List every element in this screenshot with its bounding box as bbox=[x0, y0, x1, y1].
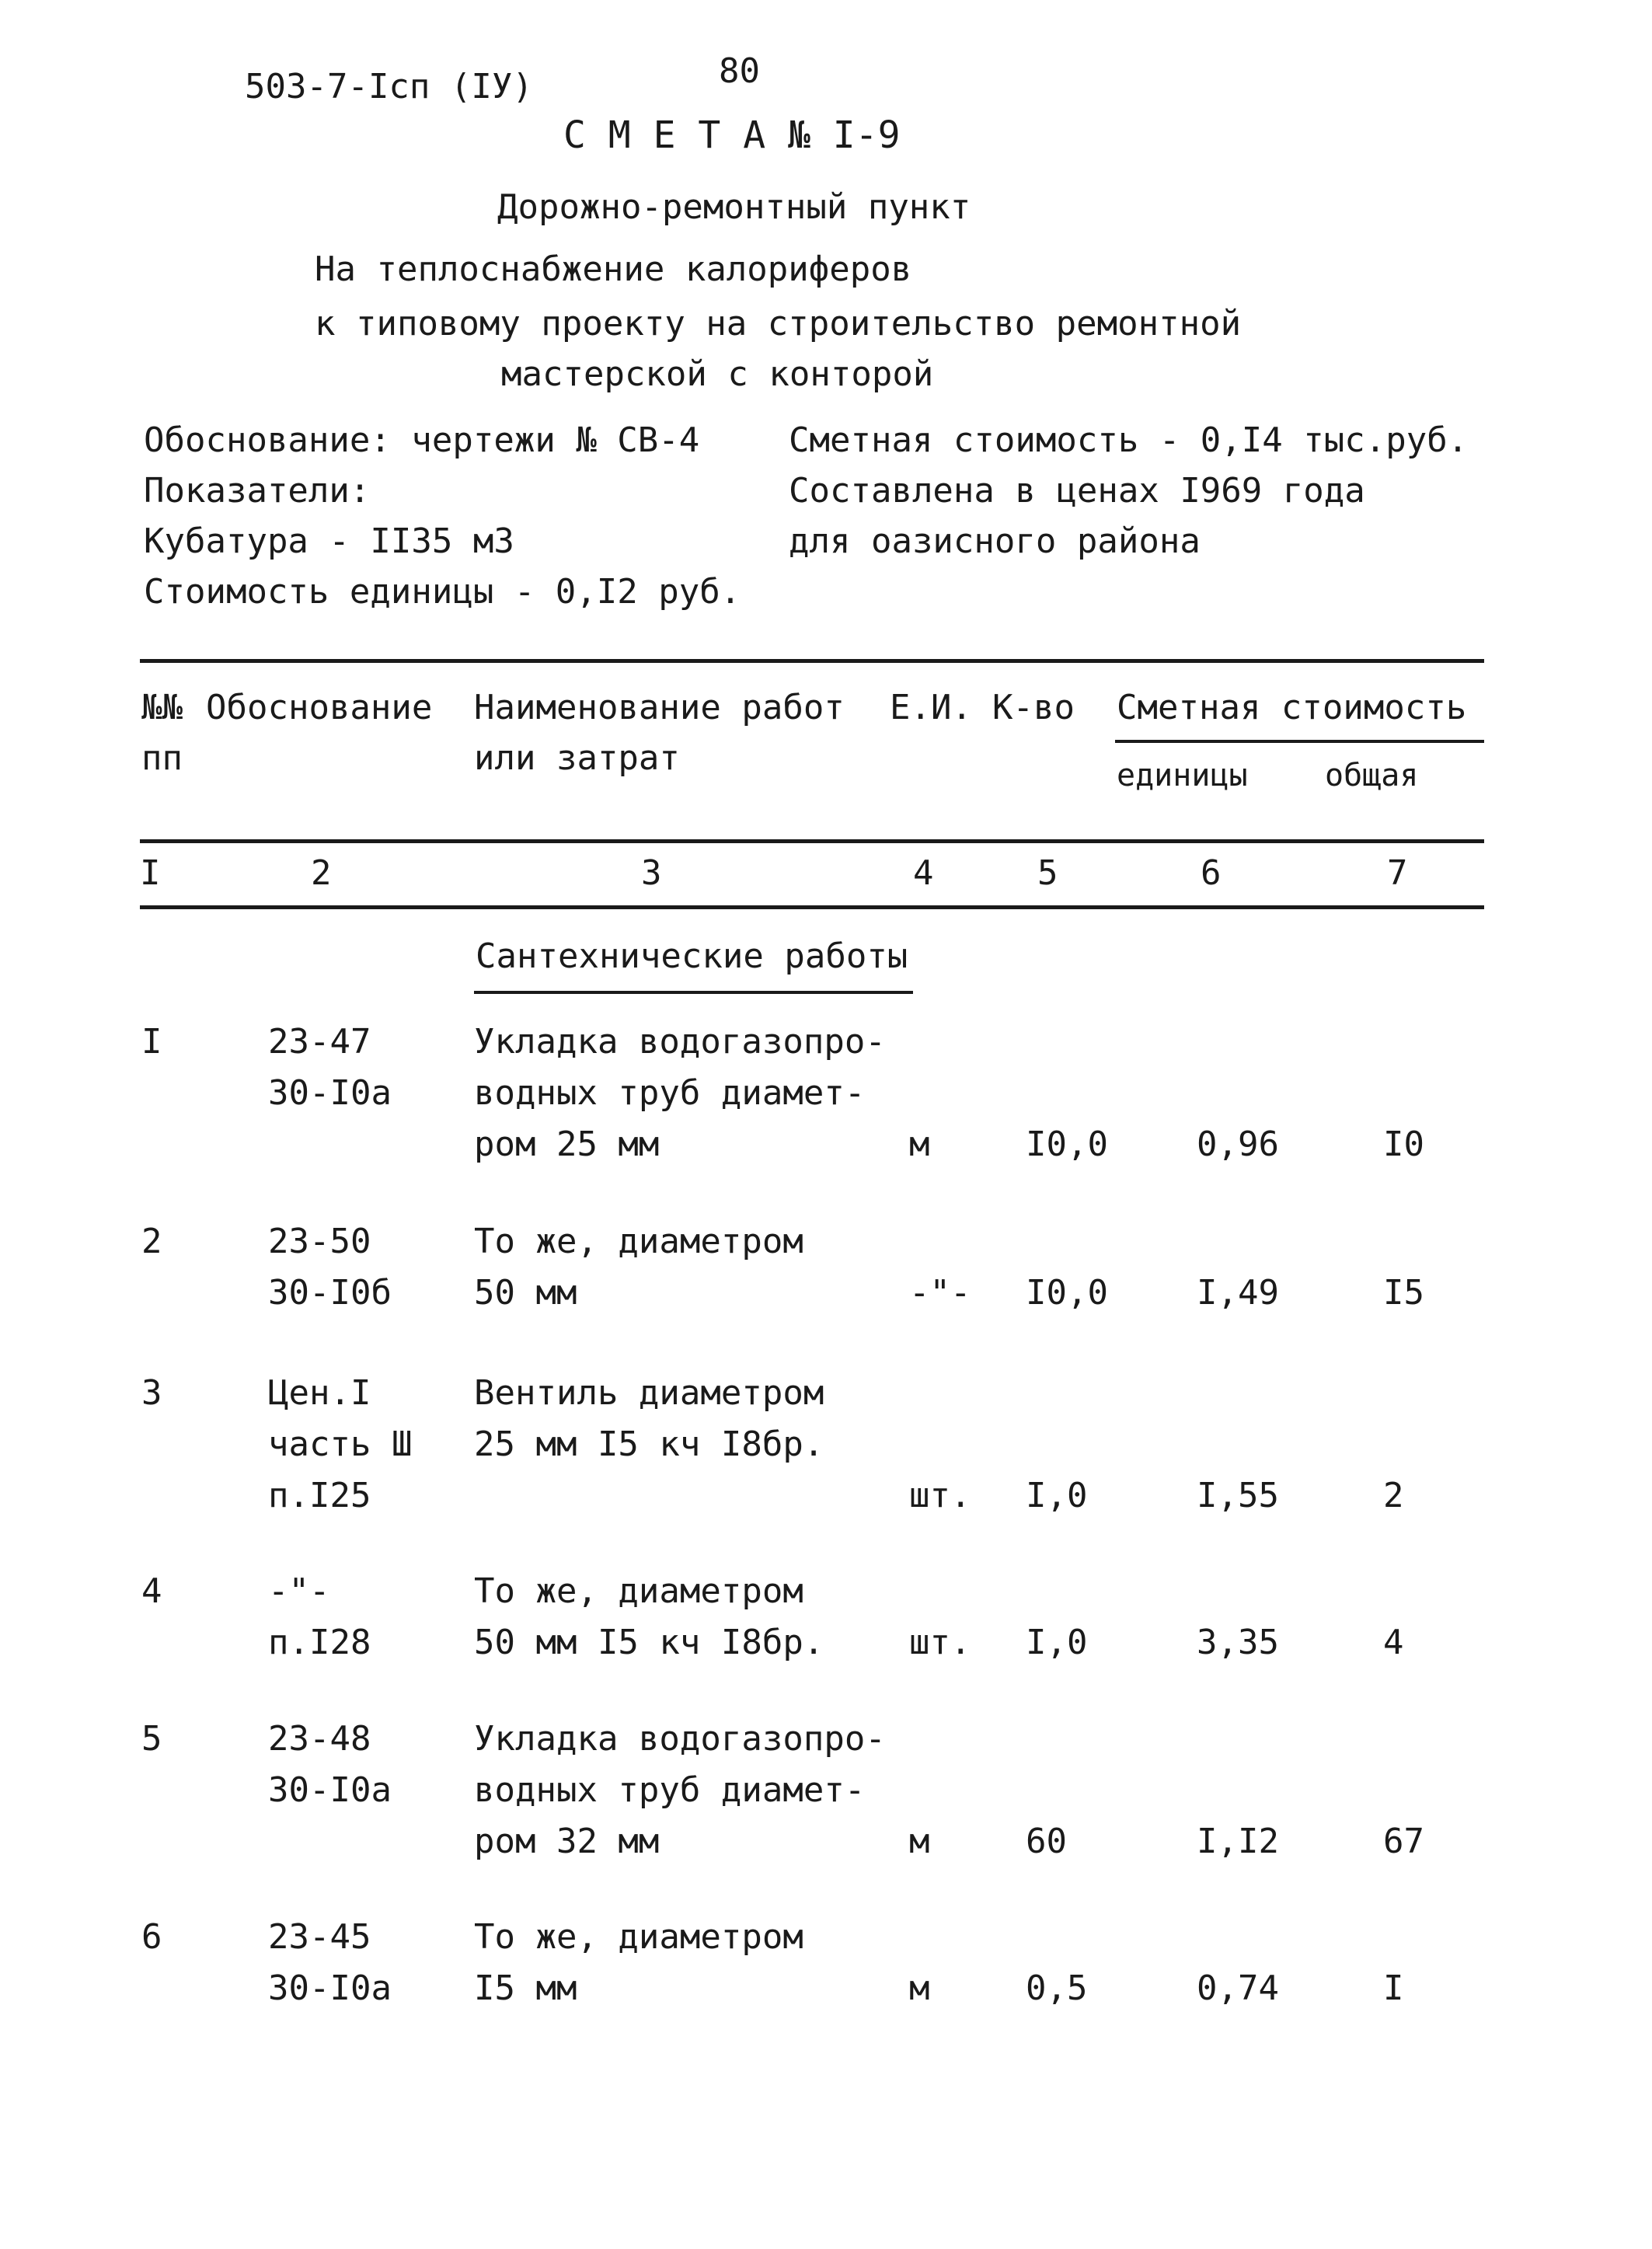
row-1-name-line: ром 25 мм bbox=[474, 1124, 660, 1164]
row-2-cost-total: I5 bbox=[1383, 1273, 1424, 1313]
col-number-7: 7 bbox=[1387, 853, 1408, 893]
row-3-name-line: Вентиль диаметром bbox=[474, 1373, 824, 1413]
page-number: 80 bbox=[719, 51, 760, 91]
row-1-unit: м bbox=[909, 1124, 930, 1164]
row-2-unit: -"- bbox=[909, 1273, 971, 1313]
row-3-cost-total: 2 bbox=[1383, 1476, 1404, 1515]
row-3-basis-line: Цен.I bbox=[268, 1373, 371, 1413]
estimate-subtitle: Дорожно-ремонтный пункт bbox=[497, 187, 971, 227]
row-5-cost-total: 67 bbox=[1383, 1822, 1424, 1861]
row-4-name-line: 50 мм I5 кч I8бр. bbox=[474, 1623, 824, 1662]
region-info: для оазисного района bbox=[789, 521, 1201, 561]
row-6-basis-line: 23-45 bbox=[268, 1917, 371, 1957]
row-2-name-line: 50 мм bbox=[474, 1273, 577, 1313]
col-header-basis: Обоснование bbox=[206, 688, 433, 727]
row-5-cost-unit: I,I2 bbox=[1197, 1822, 1279, 1861]
row-2-basis-line: 23-50 bbox=[268, 1222, 371, 1261]
row-1-basis-line: 23-47 bbox=[268, 1022, 371, 1062]
row-1-cost-total: I0 bbox=[1383, 1124, 1424, 1164]
row-1-cost-unit: 0,96 bbox=[1197, 1124, 1279, 1164]
purpose-line-2: к типовому проекту на строительство ремонтной bbox=[315, 304, 1242, 343]
row-5-name-line: ром 32 мм bbox=[474, 1822, 660, 1861]
row-6-unit: м bbox=[909, 1968, 930, 2008]
unit-cost-info: Стоимость единицы - 0,I2 руб. bbox=[144, 572, 741, 612]
row-3-basis-line: часть Ш bbox=[268, 1424, 413, 1464]
row-4-cost-total: 4 bbox=[1383, 1623, 1404, 1662]
col-header-unit: Е.И. bbox=[890, 688, 972, 727]
row-6-name-line: I5 мм bbox=[474, 1968, 577, 2008]
estimated-cost-info: Сметная стоимость - 0,I4 тыс.руб. bbox=[789, 420, 1469, 460]
row-1-name-line: водных труб диамет- bbox=[474, 1073, 866, 1113]
row-2-cost-unit: I,49 bbox=[1197, 1273, 1279, 1313]
row-6-cost-unit: 0,74 bbox=[1197, 1968, 1279, 2008]
row-5-qty: 60 bbox=[1026, 1822, 1067, 1861]
estimate-title: С М Е Т А № I-9 bbox=[563, 113, 901, 157]
row-4-unit: шт. bbox=[909, 1623, 971, 1662]
row-1-num: I bbox=[141, 1022, 162, 1062]
row-1-name-line: Укладка водогазопро- bbox=[474, 1022, 886, 1062]
col-header-num: №№ bbox=[141, 688, 183, 727]
section-title: Сантехнические работы bbox=[476, 936, 908, 976]
row-4-cost-unit: 3,35 bbox=[1197, 1623, 1279, 1662]
col-header-name-line2: или затрат bbox=[474, 738, 680, 778]
row-6-cost-total: I bbox=[1383, 1968, 1404, 2008]
col-number-5: 5 bbox=[1037, 853, 1058, 893]
col-number-3: 3 bbox=[641, 853, 662, 893]
prices-year-info: Составлена в ценах I969 года bbox=[789, 471, 1365, 511]
row-1-basis-line: 30-I0а bbox=[268, 1073, 392, 1113]
row-6-num: 6 bbox=[141, 1917, 162, 1957]
cost-group-rule bbox=[1115, 740, 1484, 743]
row-4-qty: I,0 bbox=[1026, 1623, 1088, 1662]
col-header-qty: К-во bbox=[992, 688, 1075, 727]
row-5-basis-line: 30-I0а bbox=[268, 1770, 392, 1810]
row-3-basis-line: п.I25 bbox=[268, 1476, 371, 1515]
header-bottom-rule bbox=[140, 839, 1484, 843]
section-title-underline bbox=[474, 991, 913, 994]
purpose-line-1: На теплоснабжение калориферов bbox=[315, 249, 912, 289]
col-header-cost-group: Сметная стоимость bbox=[1117, 688, 1467, 727]
row-5-name-line: водных труб диамет- bbox=[474, 1770, 866, 1810]
row-5-basis-line: 23-48 bbox=[268, 1719, 371, 1759]
row-2-basis-line: 30-I0б bbox=[268, 1273, 392, 1313]
row-6-basis-line: 30-I0а bbox=[268, 1968, 392, 2008]
row-4-name-line: То же, диаметром bbox=[474, 1571, 803, 1611]
table-top-rule bbox=[140, 659, 1484, 663]
row-5-num: 5 bbox=[141, 1719, 162, 1759]
row-3-unit: шт. bbox=[909, 1476, 971, 1515]
row-6-name-line: То же, диаметром bbox=[474, 1917, 803, 1957]
indicators-label: Показатели: bbox=[144, 471, 371, 511]
purpose-line-3: мастерской с конторой bbox=[501, 354, 934, 394]
col-header-cost-unit: единицы bbox=[1117, 758, 1248, 793]
row-2-name-line: То же, диаметром bbox=[474, 1222, 803, 1261]
basis-info: Обоснование: чертежи № СВ-4 bbox=[144, 420, 700, 460]
row-6-qty: 0,5 bbox=[1026, 1968, 1088, 2008]
col-number-6: 6 bbox=[1201, 853, 1222, 893]
volume-info: Кубатура - II35 м3 bbox=[144, 521, 514, 561]
col-header-name: Наименование работ bbox=[474, 688, 845, 727]
row-3-cost-unit: I,55 bbox=[1197, 1476, 1279, 1515]
row-4-basis-line: п.I28 bbox=[268, 1623, 371, 1662]
row-3-name-line: 25 мм I5 кч I8бр. bbox=[474, 1424, 824, 1464]
row-3-num: 3 bbox=[141, 1373, 162, 1413]
row-1-qty: I0,0 bbox=[1026, 1124, 1108, 1164]
col-number-1: I bbox=[140, 853, 161, 893]
col-number-2: 2 bbox=[311, 853, 332, 893]
row-4-num: 4 bbox=[141, 1571, 162, 1611]
row-2-qty: I0,0 bbox=[1026, 1273, 1108, 1313]
col-header-cost-total: общая bbox=[1325, 758, 1419, 793]
row-4-basis-line: -"- bbox=[268, 1571, 330, 1611]
document-code: 503-7-Iсп (IУ) bbox=[245, 67, 533, 106]
col-header-num-line2: пп bbox=[141, 738, 183, 778]
column-numbers-rule bbox=[140, 905, 1484, 909]
row-2-num: 2 bbox=[141, 1222, 162, 1261]
row-5-unit: м bbox=[909, 1822, 930, 1861]
row-5-name-line: Укладка водогазопро- bbox=[474, 1719, 886, 1759]
row-3-qty: I,0 bbox=[1026, 1476, 1088, 1515]
col-number-4: 4 bbox=[913, 853, 934, 893]
